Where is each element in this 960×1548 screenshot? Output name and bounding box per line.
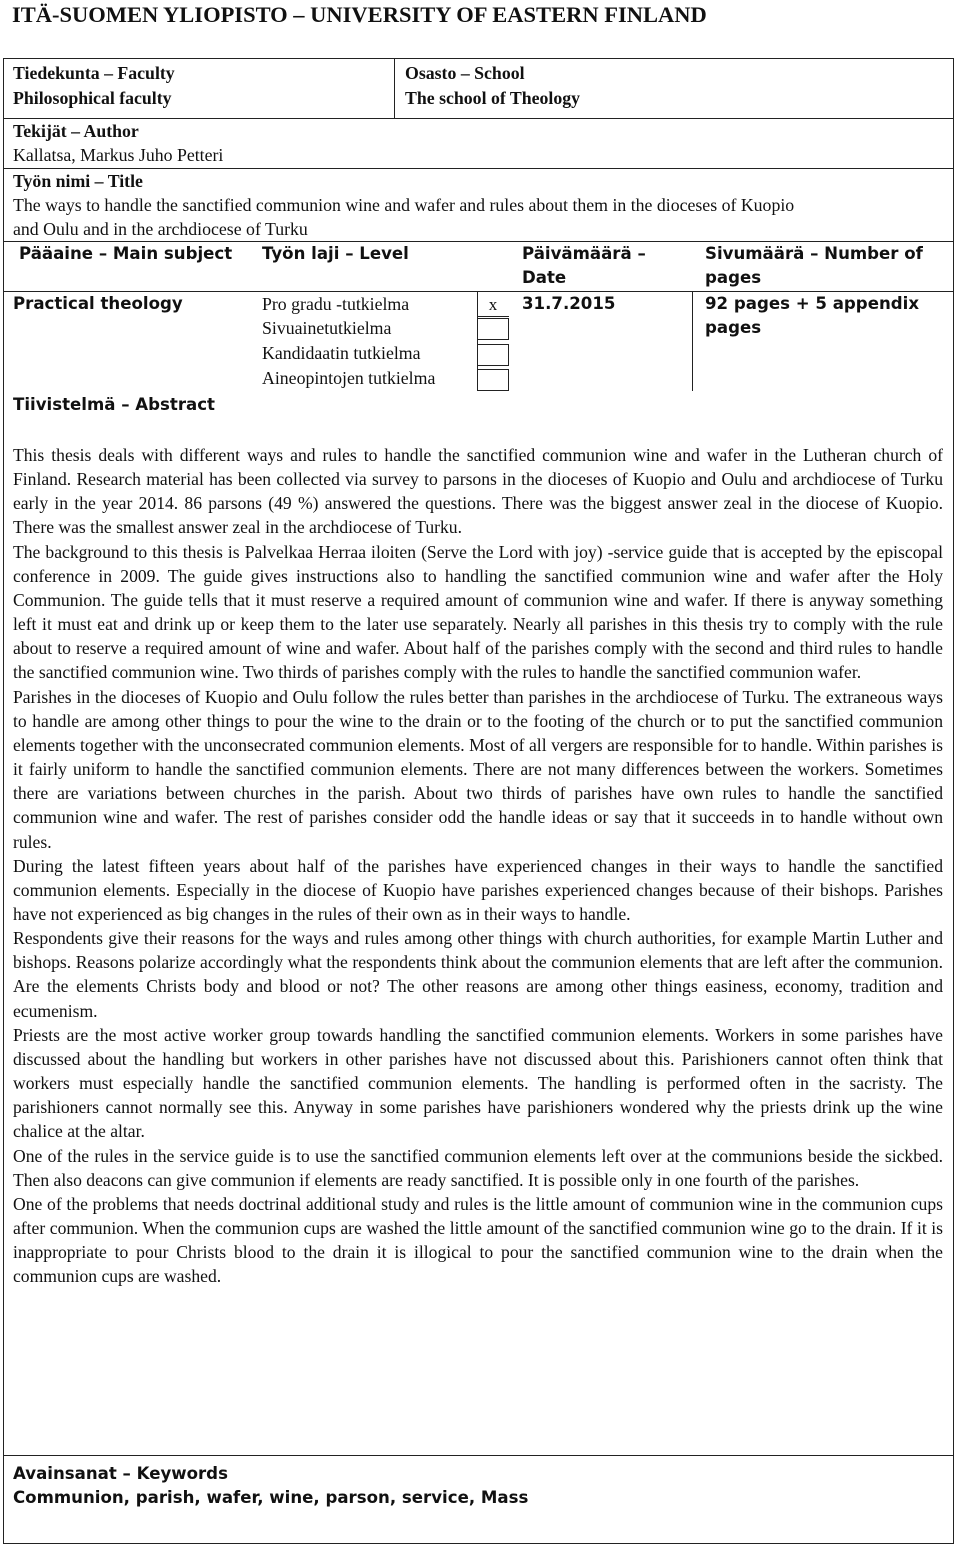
university-header: ITÄ-SUOMEN YLIOPISTO – UNIVERSITY OF EASTERN FINLAND	[12, 2, 707, 27]
school-label: Osasto – School	[405, 63, 525, 83]
level-option-sivuaine: Sivuainetutkielma	[262, 318, 392, 338]
row-divider-2	[3, 168, 954, 169]
keywords-label: Avainsanat – Keywords	[13, 1464, 228, 1483]
pages-value-line-1: 92 pages + 5 appendix	[705, 294, 920, 313]
title-label: Työn nimi – Title	[13, 171, 143, 191]
faculty-label: Tiedekunta – Faculty	[13, 63, 175, 83]
abstract-paragraph: During the latest fifteen years about half of the parishes have experienced changes in their ways to handle the sanctified communion elements. Especially in the diocese of Kuopio have parishes experienced changes because of their bishops. Parishes have not experienced as big changes in the rules of their own as in their ways to handle.	[13, 855, 943, 924]
title-line-2: and Oulu and in the archdiocese of Turku	[13, 219, 308, 239]
pages-value-line-2: pages	[705, 318, 762, 337]
author-value: Kallatsa, Markus Juho Petteri	[13, 145, 224, 165]
level-option-kandidaatti: Kandidaatin tutkielma	[262, 343, 421, 363]
date-value: 31.7.2015	[522, 294, 616, 313]
abstract-paragraph: Parishes in the dioceses of Kuopio and Oulu follow the rules better than parishes in the archdiocese of Turku. The extraneous ways to handle are among other things to pour the wine to the drain or to the footing of the church or to put the sanctified communion elements together with the unconsecrated communion elements. Most of all vergers are responsible for to handle. Within parishes is it fairly uniform to handle the sanctified communion elements. There are not many differences between the workers. Sometimes there are variations between churches in the parish. About two thirds of parishes have own rules to handle the sanctified communion wine and wafer. The rest of parishes consider odd the handle ideas or say that it succeeds in to handle without own rules.	[13, 686, 943, 852]
school-value: The school of Theology	[405, 88, 581, 108]
level-checkbox-pro-gradu: x	[477, 295, 509, 317]
keywords-value: Communion, parish, wafer, wine, parson, service, Mass	[13, 1488, 529, 1507]
abstract-paragraph: One of the rules in the service guide is to use the sanctified communion elements left over at the communions beside the sickbed. Then also deacons can give communion if elements are ready sanctified. It is possible only in one fourth of the parishes.	[13, 1145, 943, 1190]
abstract-body	[13, 443, 943, 1288]
title-line-1: The ways to handle the sanctified communion wine and wafer and rules about them in the dioceses of Kuopio	[13, 195, 795, 215]
row-divider-1	[3, 118, 954, 119]
level-checkbox-kandidaatti	[477, 344, 509, 366]
main-subject-value: Practical theology	[13, 294, 183, 313]
main-subject-header: Pääaine – Main subject	[19, 244, 233, 263]
abstract-label: Tiivistelmä – Abstract	[13, 395, 215, 414]
abstract-paragraph: The background to this thesis is Palvelkaa Herraa iloiten (Serve the Lord with joy) -service guide that is accepted by the episcopal conference in 2009. The guide gives instructions also to handling the sanctified communion wine and wafer after the Holy Communion. The guide tells that it must reserve a required amount of communion wine and wafer. If there is anyway something left it must eat and drink up or keep them to the later use separately. Nearly all parishes in this thesis try to comply with the rule about to reserve a required amount of wine and wafer. About half of the parishes comply with the second and third rules to handle the sanctified communion wine. Two thirds of parishes comply with the rules to handle the sanctified communion wafer.	[13, 541, 943, 683]
abstract-paragraph: This thesis deals with different ways and rules to handle the sanctified communion wine and wafer in the Lutheran church of Finland. Research material has been collected via survey to parsons in the dioceses of Kuopio and Oulu and archdiocese of Turku early in the year 2014. 86 parsons (49 %) answered the questions. There was the biggest answer zeal in the diocese of Kuopio. There was the smallest answer zeal in the archdiocese of Turku.	[13, 445, 943, 538]
date-header-line-2: Date	[522, 268, 567, 287]
abstract-paragraph: Priests are the most active worker group towards handling the sanctified communion elements. Workers in some parishes have discussed about the handling but workers in other parishes have not discussed about this. Parishioners cannot often think that workers must especially handle the sanctified communion elements. The handling is performed often in the sacristy. The parishioners cannot normally see this. Anyway in some parishes have parishioners wondered why the priests drink up the wine chalice at the altar.	[13, 1024, 943, 1142]
keywords-divider	[3, 1455, 954, 1456]
abstract-paragraph: One of the problems that needs doctrinal additional study and rules is the little amount of communion wine in the communion cups after communion. When the communion cups are washed the little amount of the sanctified communion wine go to the drain. If it is inappropriate to pour Christs blood to the drain it is illogical to pour the sanctified communion wine to the drain when the communion cups are washed.	[13, 1193, 943, 1287]
date-header-line-1: Päivämäärä –	[522, 244, 646, 263]
level-checkbox-sivuaine	[477, 318, 509, 340]
abstract-paragraph: Respondents give their reasons for the ways and rules among other things with church authorities, for example Martin Luther and bishops. Reasons polarize accordingly what the respondents think about the communion elements that are left after the communion. Are the elements Christs body and blood or not? The other reasons are among other things easiness, economy, tradition and ecumenism.	[13, 928, 943, 1021]
faculty-value: Philosophical faculty	[13, 88, 172, 108]
pages-column-divider	[692, 291, 693, 391]
level-checkbox-aineopinnot	[477, 369, 509, 391]
faculty-school-divider	[394, 58, 395, 118]
pages-header-line-1: Sivumäärä – Number of	[705, 244, 923, 263]
level-header: Työn laji – Level	[262, 244, 409, 263]
level-option-pro-gradu: Pro gradu -tutkielma	[262, 294, 410, 314]
pages-header-line-2: pages	[705, 268, 762, 287]
author-label: Tekijät – Author	[13, 121, 139, 141]
level-option-aineopinnot: Aineopintojen tutkielma	[262, 368, 436, 388]
